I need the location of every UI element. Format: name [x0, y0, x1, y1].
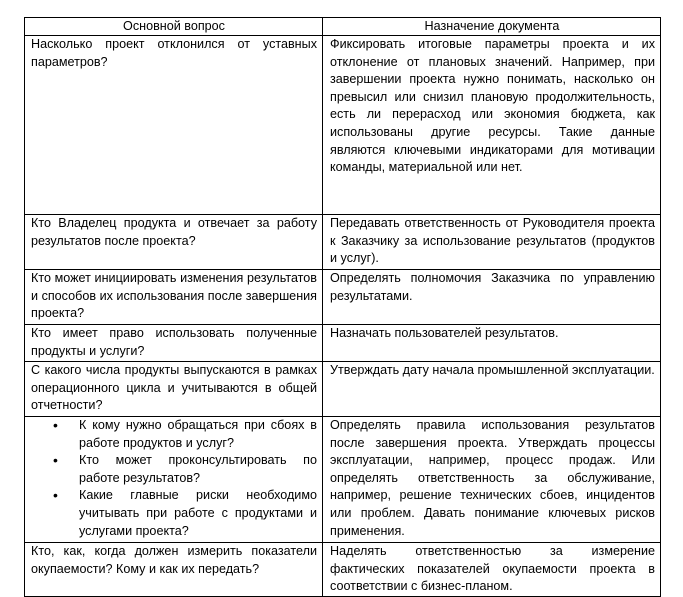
- list-item: • Какие главные риски необходимо учитывать при работе с продуктами и услугами проекта?: [79, 487, 317, 540]
- table-row: [25, 362, 661, 417]
- table-row: [25, 543, 661, 597]
- question-bullet-list: [31, 417, 317, 540]
- purpose-cell: Определять правила использования результатов после завершения проекта. Утверждать процессы эксплуатации, например, процесс продаж. Или определять ответственность за обслуживание, например, решение технических сбоев, инцидентов или проблем. Давать понимание ключевых рисков применения.: [323, 417, 661, 543]
- question-cell: Насколько проект отклонился от уставных параметров?: [25, 36, 323, 215]
- question-cell: Кто Владелец продукта и отвечает за работу результатов после проекта?: [25, 215, 323, 270]
- purpose-cell: Утверждать дату начала промышленной эксплуатации.: [323, 362, 661, 417]
- list-item: • К кому нужно обращаться при сбоях в работе продуктов и услуг?: [79, 417, 317, 452]
- purpose-cell: Передавать ответственность от Руководителя проекта к Заказчику за использование результатов (продуктов и услуг).: [323, 215, 661, 270]
- header-question: Основной вопрос: [25, 18, 323, 36]
- list-item: • Кто может проконсультировать по работе результатов?: [79, 452, 317, 487]
- purpose-cell: Наделять ответственностью за измерение фактических показателей окупаемости проекта в соответствии с бизнес-планом.: [323, 543, 661, 597]
- purpose-cell: Определять полномочия Заказчика по управлению результатами.: [323, 270, 661, 325]
- table-header-row: [25, 18, 661, 36]
- question-cell: Кто имеет право использовать полученные продукты и услуги?: [25, 325, 323, 362]
- question-cell: С какого числа продукты выпускаются в рамках операционного цикла и учитываются в общей отчетности?: [25, 362, 323, 417]
- question-cell: Кто может инициировать изменения результатов и способов их использования после завершения проекта?: [25, 270, 323, 325]
- table-row: [25, 417, 661, 543]
- purpose-cell: Назначать пользователей результатов.: [323, 325, 661, 362]
- document-table: [24, 17, 661, 597]
- table-row: [25, 215, 661, 270]
- question-cell: Кто, как, когда должен измерить показатели окупаемости? Кому и как их передать?: [25, 543, 323, 597]
- table-row: [25, 325, 661, 362]
- table-row: [25, 270, 661, 325]
- question-cell: [25, 417, 323, 543]
- purpose-cell: Фиксировать итоговые параметры проекта и их отклонение от плановых значений. Например, при завершении проекта нужно понимать, насколько он превысил или снизил плановую продолжительность, есть ли перерасход или экономия бюджета, как использованы другие ресурсы. Такие данные являются ключевыми индикаторами для мотивации команды, материальной или нет.: [323, 36, 661, 215]
- table-row: [25, 36, 661, 215]
- header-purpose: Назначение документа: [323, 18, 661, 36]
